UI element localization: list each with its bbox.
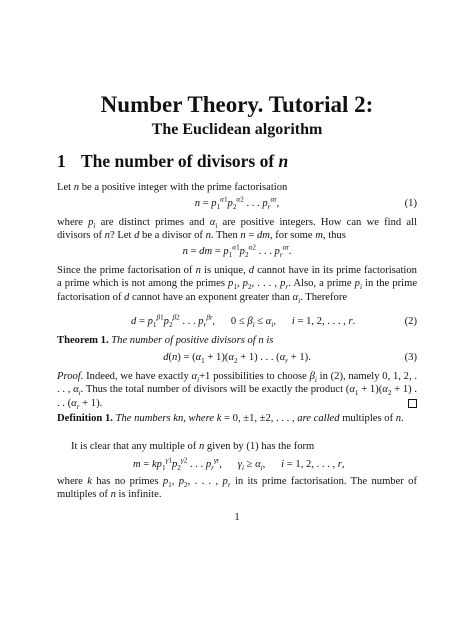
definition-label: Definition 1. [57,413,113,424]
equation-3 [57,352,417,366]
equation-3-body: $d(n) = (\alpha_1 + 1)(\alpha_2 + 1)$ . . . $(\alpha_r + 1)$. [163,352,311,366]
page-number: 1 [234,512,240,523]
theorem-label: Theorem 1. [57,335,109,346]
equation-n-dm: n = dm = $p_1^{\alpha 1}p_2^{\alpha 2}$ . . . $p_r^{\alpha r}$. [182,243,292,260]
proof-label: Proof. [57,371,84,382]
equation-1 [57,195,417,212]
equation-1-body: $n = p_1^{\alpha 1}p_2^{\alpha 2}$ . . . $p_r^{\alpha r}$, [194,195,280,212]
page-subtitle: The Euclidean algorithm [151,121,323,138]
section-title: The number of divisors of [81,151,275,171]
paragraph-intro: Let n be a positive integer with the prime factorisation [57,182,288,193]
section-number: 1 [57,151,66,171]
equation-multiple: $m = kp_1^{\gamma 1}p_2^{\gamma 2}$ . . . $p_r^{\gamma r}$, $\gamma_i \ge \alpha_i$, i = 1, 2, . . . , r, [133,456,345,473]
page-title: Number Theory. Tutorial 2: [100,92,374,117]
theorem-1: Theorem 1. The number of positive divisors of n is [57,335,274,346]
qed-box-icon [408,399,417,408]
paragraph-multiples-form: It is clear that any multiple of n given by (1) has the form [71,441,315,452]
proof-paragraph: Proof. Indeed, we have exactly $\alpha_i+1$ possibilities to choose $\beta_i$ in (2), namely 0, 1, 2, . . . , $\alpha_i$. Thus the total number of divisors will be exactly the product $(\alpha_1 + 1)(\alpha_2 + 1)$ . . . $(\alpha_r + 1)$. [57,371,418,411]
definition-1: Definition 1. The numbers kn, where k = 0, ±1, ±2, . . . , are called multiples of n. [57,413,404,424]
paragraph-uniqueness: Since the prime factorisation of n is unique, d cannot have in its prime factorisation a prime which is not among the primes $p_1$, $p_2$, . . . , $p_r$. Also, a prime $p_i$ in the prime factorisation of d cannot have an exponent greater than $\alpha_i$. Therefore [57,265,418,305]
equation-2-body: $d = p_1^{\beta 1}p_2^{\beta 2}$ . . . $p_r^{\beta r}$, $0 \le \beta_i \le \alpha_i$, i = 1, 2, . . . , r. [131,313,356,330]
paragraph-divisors: where $p_i$ are distinct primes and $\alpha_i$ are positive integers. How can we find all divisors of n? Let d be a divisor of n. Then n = dm, for some m, thus [57,217,418,242]
paragraph-infinite: where k has no primes $p_1$, $p_2$, . . . , $p_r$ in its prime factorisation. The number of multiples of n is infinite. [57,476,417,501]
section-heading [57,151,288,172]
equation-3-tag: (3) [404,352,417,363]
equation-2 [57,313,417,330]
section-variable: n [278,151,289,171]
equation-1-tag: (1) [404,198,417,209]
equation-2-tag: (2) [404,316,417,327]
